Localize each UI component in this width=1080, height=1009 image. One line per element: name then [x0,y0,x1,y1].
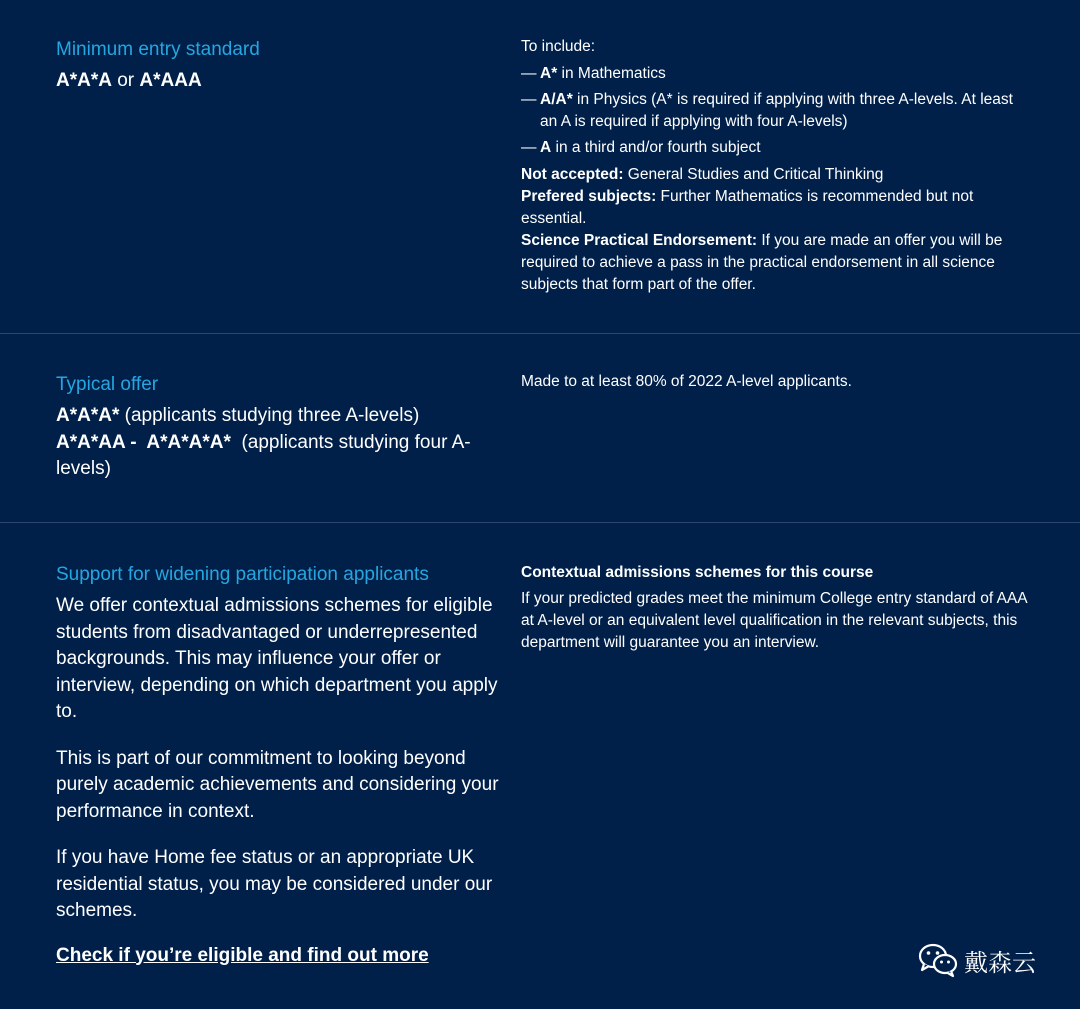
list-item [521,137,1031,159]
min-entry-heading: Minimum entry standard [56,39,260,60]
typical-offer-note: Made to at least 80% of 2022 A-level applicants. [521,373,852,390]
widening-left [56,563,506,967]
dash-marker: — [521,139,537,156]
typical-offer-section [0,334,1080,522]
offer-text-three: (applicants studying three A-levels) [119,405,420,426]
science-practical [521,230,1031,296]
science-label: Science Practical Endorsement: [521,232,758,249]
min-entry-right [521,36,1031,296]
list-item [521,89,1031,133]
item-bold: A [540,139,552,156]
offer-grades-three: A*A*A* [56,405,120,426]
min-entry-grades [56,68,506,95]
preferred-label: Prefered subjects: [521,188,657,205]
science-text: If you are made an offer you will be required to achieve a pass in the practical endorsement in all science subjects that form part of the offer. [521,232,1003,293]
offer-grades-four: A*A*AA - A*A*A*A* [56,431,231,453]
typical-offer-line2 [56,430,486,483]
watermark-text: 戴森云 [964,949,1036,977]
offer-text-four: (applicants studying four A-levels) [56,431,471,479]
to-include-label: To include: [521,38,596,55]
item-text: in a third and/or fourth subject [551,139,761,156]
item-text: in Mathematics [557,65,666,82]
widening-section [0,523,1080,1009]
item-bold: A* [540,65,558,82]
preferred-text: Further Mathematics is recommended but not essential. [521,188,974,227]
min-entry-section [0,0,1080,333]
widening-paragraph: If you have Home fee status or an appropriate UK residential status, you may be considered under our schemes. [56,847,493,921]
preferred-subjects [521,186,1031,230]
not-accepted-text: General Studies and Critical Thinking [623,166,884,183]
widening-heading: Support for widening participation applicants [56,564,429,585]
list-item [521,63,1031,85]
not-accepted [521,164,1031,186]
watermark [918,942,1036,978]
typical-offer-line1 [56,403,486,430]
eligibility-link[interactable]: Check if you’re eligible and find out more [56,944,429,966]
item-bold: A/A* [540,91,573,108]
contextual-text: If your predicted grades meet the minimum College entry standard of AAA at A-level or an equivalent level qualification in the relevant subjects, this department will guarantee you an interview. [521,590,1027,651]
not-accepted-label: Not accepted: [521,166,624,183]
contextual-heading: Contextual admissions schemes for this course [521,564,874,581]
typical-offer-heading: Typical offer [56,374,159,395]
min-entry-left [56,38,506,95]
item-text: in Physics (A* is required if applying with three A-levels. At least an A is required if applying with four A-levels) [540,91,1013,130]
widening-paragraph: This is part of our commitment to looking beyond purely academic achievements and considering your performance in context. [56,747,499,822]
min-entry-grades-a: A*A*A [56,70,112,91]
dash-marker: — [521,91,537,108]
dash-marker: — [521,65,537,82]
typical-offer-left [56,373,486,483]
widening-right [521,562,1031,654]
min-entry-grades-b: A*AAA [139,70,202,91]
wechat-icon [918,942,958,978]
typical-offer-right [521,371,1031,393]
min-entry-grades-or: or [111,70,140,91]
widening-paragraph: We offer contextual admissions schemes for eligible students from disadvantaged or underrepresented backgrounds. This may influence your offer or interview, depending on which department you apply to. [56,595,498,722]
